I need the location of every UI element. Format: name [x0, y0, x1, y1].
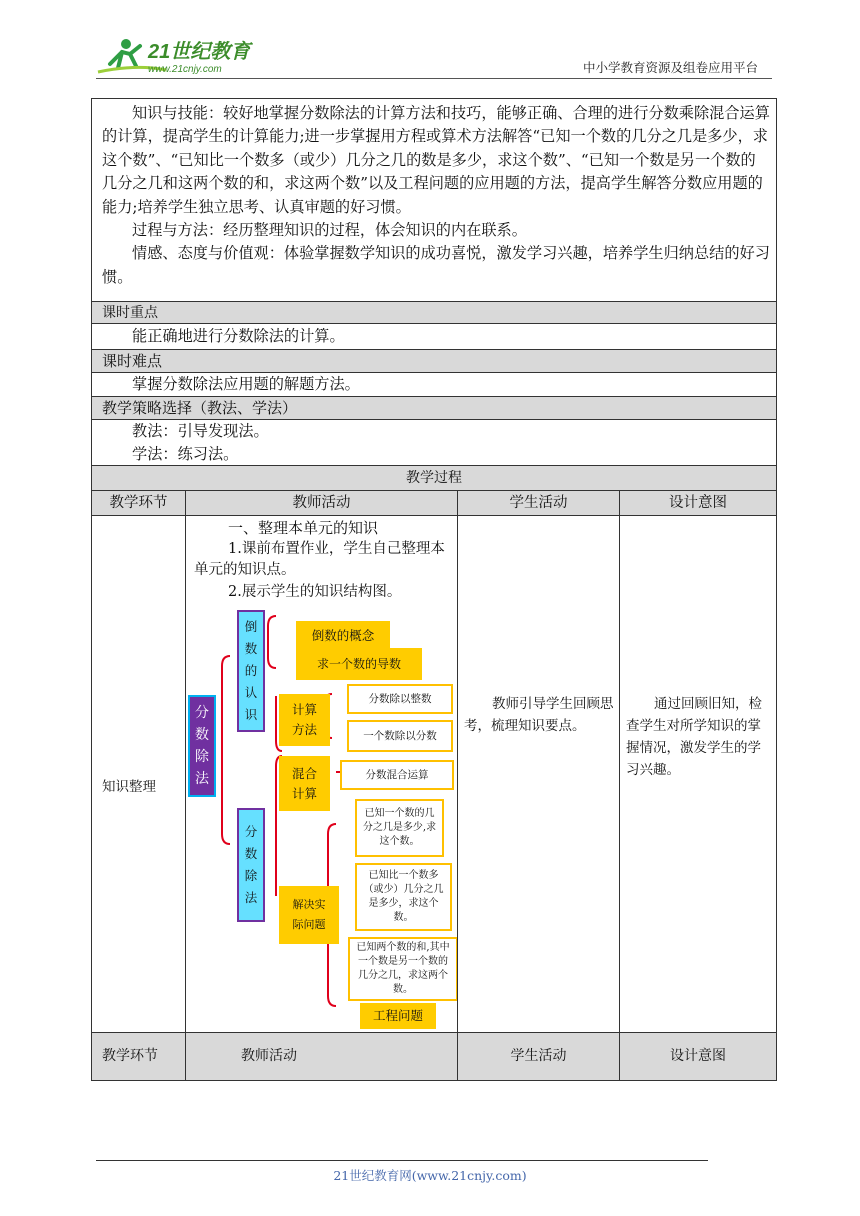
difficulty-row — [92, 373, 776, 397]
header-intent: 设计意图 — [669, 495, 727, 511]
intent-cell — [620, 516, 776, 1032]
strategy-label: 教学策略选择（教法、学法） — [102, 399, 298, 417]
objective-knowledge: 知识与技能：较好地掌握分数除法的计算方法和技巧，能够正确、合理的进行分数乘除混合运算的计算，提高学生的计算能力;进一步掌握用方程或算术方法解答“已知一个数的几分之几是多少，求这个数”、“已知比一个数多（或少）几分之几的数是多少，求这个数”、“已知一个数是另一个数的几分之几和这两个数的和，求这两个数”以及工程问题的应用题的方法，提高学生解答分数应用题的能力;培养学生独立思考、认真审题的好习惯。 — [102, 104, 770, 216]
header-teacher: 教师活动 — [186, 491, 458, 515]
logo-icon — [96, 34, 266, 78]
stage-text: 知识整理 — [102, 779, 156, 795]
solve-problems-node: 解决实际问题 — [279, 886, 339, 944]
work-problem-node: 工程问题 — [360, 1003, 436, 1029]
student-cell — [458, 516, 620, 1032]
next-header-intent: 设计意图 — [670, 1048, 726, 1064]
find-reciprocal-node: 求一个数的导数 — [296, 648, 422, 680]
reciprocal-node: 倒数的认识 — [237, 610, 265, 732]
process-title-row — [92, 466, 776, 491]
teacher-heading: 一、整理本单元的知识 — [228, 519, 379, 537]
footer-rule — [96, 1160, 708, 1161]
key-point-label: 课时重点 — [102, 305, 158, 321]
teacher-step-2: 2.展示学生的知识结构图。 — [228, 584, 402, 600]
process-body-row — [92, 516, 776, 1033]
divide-by-fraction-node: 一个数除以分数 — [347, 720, 453, 752]
student-text: 教师引导学生回顾思考，梳理知识要点。 — [464, 696, 614, 734]
teacher-step-1: 1.课前布置作业，学生自己整理本单元的知识点。 — [194, 541, 445, 578]
key-point-label-row — [92, 302, 776, 324]
objective-process: 过程与方法：经历整理知识的过程，体会知识的内在联系。 — [132, 221, 527, 240]
division-node: 分数除法 — [237, 808, 265, 922]
objective-emotion: 情感、态度与价值观：体验掌握数学知识的成功喜悦，激发学习兴趣，培养学生归纳总结的好习惯。 — [102, 244, 770, 286]
question-type-1: 已知一个数的几分之几是多少,求这个数。 — [355, 799, 444, 857]
lesson-table — [91, 98, 777, 1081]
root-node: 分数除法 — [188, 695, 216, 797]
logo — [96, 34, 266, 78]
logo-text: 21世纪教育 — [148, 41, 251, 63]
strategy-label-row — [92, 397, 776, 420]
next-header-stage: 教学环节 — [92, 1033, 186, 1080]
platform-name: 中小学教育资源及组卷应用平台 — [582, 60, 758, 75]
difficulty-label: 课时难点 — [102, 352, 163, 370]
header-rule — [96, 78, 772, 79]
process-title: 教学过程 — [406, 470, 462, 486]
reciprocal-concept-node: 倒数的概念 — [296, 621, 390, 651]
calc-method-node: 计算方法 — [279, 694, 330, 746]
logo-url: www.21cnjy.com — [148, 64, 222, 75]
teacher-cell — [186, 516, 458, 1032]
mixed-operation-node: 分数混合运算 — [340, 760, 454, 790]
question-type-2: 已知比一个数多（或少）几分之几是多少，求这个数。 — [355, 863, 452, 931]
header-stage: 教学环节 — [92, 491, 186, 515]
objectives-cell — [92, 99, 776, 302]
divide-by-integer-node: 分数除以整数 — [347, 684, 453, 714]
strategy-teach: 教法：引导发现法。 — [132, 422, 269, 440]
stage-cell — [92, 516, 186, 1032]
next-header-student: 学生活动 — [458, 1033, 620, 1080]
knowledge-diagram — [186, 516, 458, 1032]
intent-text: 通过回顾旧知，检查学生对所学知识的掌握情况，激发学生的学习兴趣。 — [626, 696, 762, 778]
header-student: 学生活动 — [458, 491, 620, 515]
mixed-calc-node: 混合计算 — [279, 756, 330, 811]
question-type-3: 已知两个数的和,其中一个数是另一个数的几分之几，求这两个数。 — [348, 937, 458, 1001]
next-header-row — [92, 1033, 776, 1080]
strategy-row — [92, 420, 776, 466]
key-point-row — [92, 324, 776, 350]
strategy-learn: 学法：练习法。 — [132, 445, 239, 463]
difficulty-text: 掌握分数除法应用题的解题方法。 — [132, 375, 360, 393]
difficulty-label-row — [92, 350, 776, 373]
next-header-teacher: 教师活动 — [186, 1033, 458, 1080]
process-header-row — [92, 491, 776, 516]
key-point-text: 能正确地进行分数除法的计算。 — [132, 327, 345, 345]
footer-text: 21世纪教育网(www.21cnjy.com) — [333, 1168, 527, 1183]
